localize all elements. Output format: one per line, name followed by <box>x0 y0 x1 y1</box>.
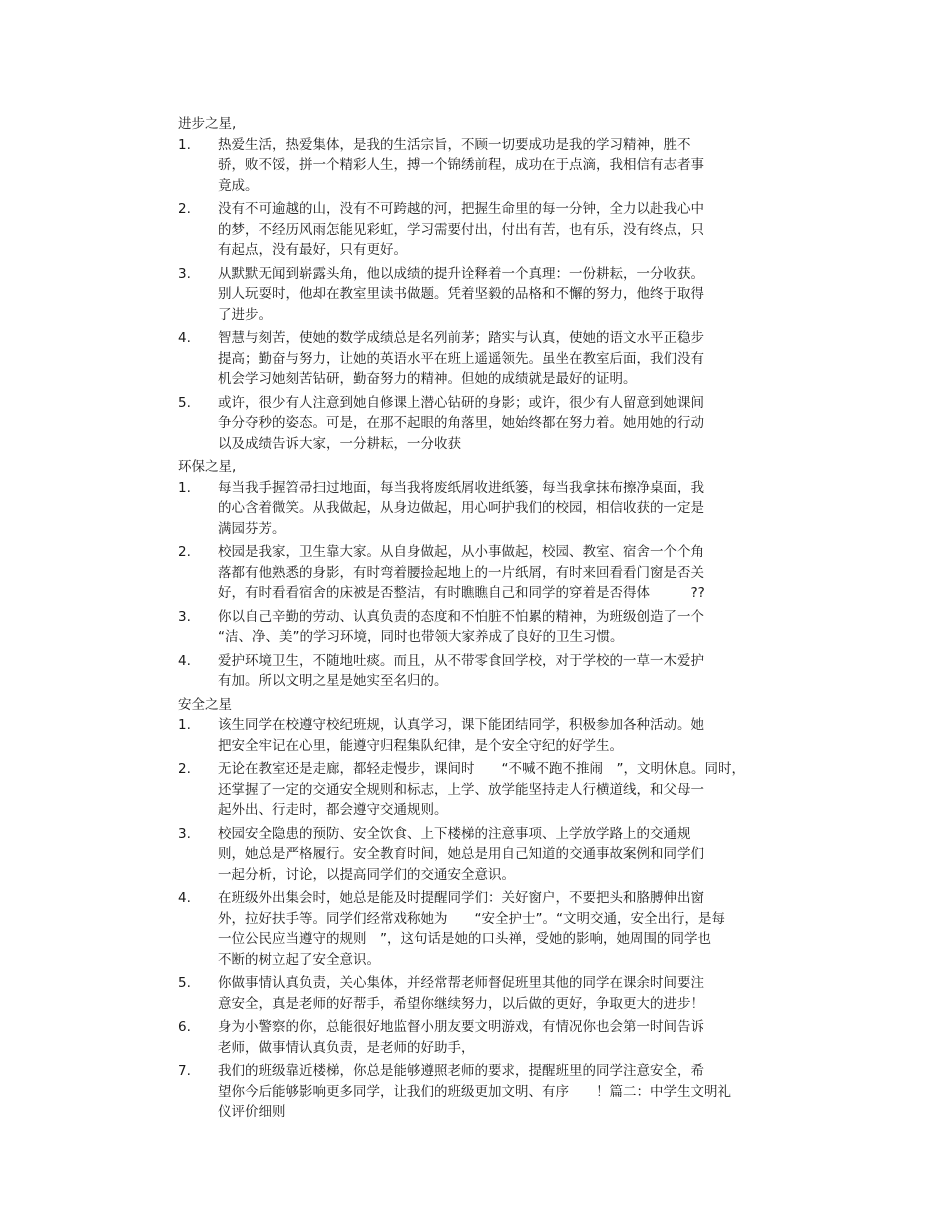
text-line: 或许，很少有人注意到她自修课上潜心钻研的身影；或许，很少有人留意到她课间 <box>218 394 704 411</box>
list-item <box>178 973 788 1014</box>
text-line: 仪评价细则 <box>218 1104 286 1120</box>
text-line: 不断的树立起了安全意识。 <box>218 951 380 968</box>
text-line: 起外出、行走时，都会遵守交通规则。 <box>218 802 448 818</box>
list-item <box>178 759 788 821</box>
list-item-number: 2. <box>178 201 191 217</box>
text-line: 落都有他熟悉的身影，有时弯着腰捡起地上的一片纸屑，有时来回看看门窗是否关 <box>218 564 704 581</box>
text-line: 望你今后能够影响更多同学，让我们的班级更加文明、有序 ！篇二：中学生文明礼 <box>218 1083 731 1100</box>
text-line: 提高；勤奋与努力，让她的英语水平在班上遥遥领先。虽坐在教室后面，我们没有 <box>218 350 704 367</box>
text-line: 老师，做事情认真负责，是老师的好助手， <box>218 1039 475 1056</box>
text-line: 好，有时看看宿舍的床被是否整洁，有时瞧瞧自己和同学的穿着是否得体 ?? <box>218 585 705 601</box>
list-item <box>178 715 788 756</box>
text-line: 每当我手握笤帚扫过地面，每当我将废纸屑收进纸篓，每当我拿抹布擦净桌面，我 <box>218 479 704 496</box>
list-item-text <box>218 328 788 390</box>
list-item <box>178 888 788 970</box>
list-item <box>178 824 788 886</box>
list-item-text <box>218 1061 788 1123</box>
list-item-number: 2. <box>178 761 191 777</box>
text-line: “洁、净、美”的学习环境，同时也带领大家养成了良好的卫生习惯。 <box>218 629 624 645</box>
list-item-text <box>218 759 788 821</box>
list-item-text <box>218 824 788 886</box>
list-item-text <box>218 651 788 692</box>
text-line: 没有不可逾越的山，没有不可跨越的河，把握生命里的每一分钟，全力以赴我心中 <box>218 201 704 217</box>
text-line: 一起分析，讨论，以提高同学们的交通安全意识。 <box>218 866 515 883</box>
section-heading: 安全之星 <box>178 696 232 713</box>
list-item-number: 4. <box>178 890 191 906</box>
text-line: 在班级外出集会时，她总是能及时提醒同学们：关好窗户，不要把头和胳膊伸出窗 <box>218 890 704 906</box>
text-line: 了进步。 <box>218 306 272 323</box>
text-line: 热爱生活，热爱集体，是我的生活宗旨，不顾一切要成功是我的学习精神，胜不 <box>218 136 691 153</box>
text-line: 以及成绩告诉大家，一分耕耘，一分收获 <box>218 435 461 452</box>
list-item-text <box>218 607 788 648</box>
document-body <box>178 114 788 1126</box>
text-line: 满园芬芳。 <box>218 520 286 537</box>
text-line: 争分夺秒的姿态。可是，在那不起眼的角落里，她始终都在努力着。她用她的行动 <box>218 415 704 431</box>
list-item <box>178 328 788 390</box>
list-item <box>178 393 788 455</box>
list-item-number: 6. <box>178 1019 191 1035</box>
text-line: 你以自己辛勤的劳动、认真负责的态度和不怕脏不怕累的精神，为班级创造了一个 <box>218 608 704 625</box>
list-item-number: 3. <box>178 608 191 625</box>
list-item <box>178 478 788 540</box>
list-item-text <box>218 973 788 1014</box>
section-heading: 环保之星, <box>178 459 237 475</box>
text-line: 则，她总是严格履行。安全教育时间，她总是用自己知道的交通事故案例和同学们 <box>218 846 704 862</box>
list-item-text <box>218 1017 788 1058</box>
text-line: 外，拉好扶手等。同学们经常戏称她为 “安全护士”。“文明交通，安全出行，是每 <box>218 910 725 927</box>
list-item-number: 5. <box>178 975 191 991</box>
text-line: 机会学习她刻苦钻研，勤奋努力的精神。但她的成绩就是最好的证明。 <box>218 371 637 387</box>
text-line: 该生同学在校遵守校纪班规，认真学习，课下能团结同学，积极参加各种活动。她 <box>218 717 704 733</box>
list-item <box>178 199 788 261</box>
text-line: 有起点，没有最好，只有更好。 <box>218 242 407 258</box>
list-item-text <box>218 888 788 970</box>
list-item-text <box>218 715 788 756</box>
text-line: 你做事情认真负责，关心集体，并经常帮老师督促班里其他的同学在课余时间要注 <box>218 975 704 991</box>
list-item <box>178 607 788 648</box>
text-line: 我们的班级靠近楼梯，你总是能够遵照老师的要求，提醒班里的同学注意安全，希 <box>218 1063 704 1079</box>
list-item-number: 1. <box>178 136 191 153</box>
list-item-number: 7. <box>178 1063 191 1079</box>
list-item-number: 4. <box>178 330 191 346</box>
text-line: 从默默无闻到崭露头角，他以成绩的提升诠释着一个真理：一份耕耘，一分收获。 <box>218 265 704 282</box>
section-heading: 进步之星, <box>178 116 237 132</box>
text-line: 把安全牢记在心里，能遵守归程集队纪律，是个安全守纪的好学生。 <box>218 737 623 754</box>
list-item-number: 2. <box>178 544 191 560</box>
list-item <box>178 264 788 326</box>
text-line: 竟成。 <box>218 177 259 194</box>
text-line: 身为小警察的你，总能很好地监督小朋友要文明游戏，有情况你也会第一时间告诉 <box>218 1019 704 1035</box>
text-line: 一位公民应当遵守的规则 ”，这句话是她的口头禅，受她的影响，她周围的同学也 <box>218 931 711 947</box>
text-line: 还掌握了一定的交通安全规则和标志，上学、放学能坚持走人行横道线，和父母一 <box>218 781 704 798</box>
text-line: 校园安全隐患的预防、安全饮食、上下楼梯的注意事项、上学放学路上的交通规 <box>218 825 691 842</box>
text-line: 有加。所以文明之星是她实至名归的。 <box>218 673 448 689</box>
text-line: 意安全，真是老师的好帮手，希望你继续努力，以后做的更好，争取更大的进步！ <box>218 995 704 1012</box>
text-line: 无论在教室还是走廊，都轻走慢步，课间时 “不喊不跑不推闹 ”，文明休息。同时， <box>218 761 745 777</box>
list-item-text <box>218 135 788 197</box>
list-item-text <box>218 264 788 326</box>
text-line: 智慧与刻苦，使她的数学成绩总是名列前茅；踏实与认真，使她的语文水平正稳步 <box>218 330 704 346</box>
text-line: 别人玩耍时，他却在教室里读书做题。凭着坚毅的品格和不懈的努力，他终于取得 <box>218 286 704 302</box>
list-item-text <box>218 542 788 604</box>
list-item <box>178 1061 788 1123</box>
list-item-number: 5. <box>178 394 191 411</box>
list-item-text <box>218 199 788 261</box>
list-item <box>178 1017 788 1058</box>
text-line: 的梦，不经历风雨怎能见彩虹，学习需要付出，付出有苦，也有乐，没有终点，只 <box>218 221 704 238</box>
text-line: 骄，败不馁，拼一个精彩人生，搏一个锦绣前程，成功在于点滴，我相信有志者事 <box>218 157 704 173</box>
list-item <box>178 135 788 197</box>
list-item-number: 1. <box>178 717 191 733</box>
list-item-number: 4. <box>178 652 191 669</box>
list-item-number: 3. <box>178 825 191 842</box>
text-line: 校园是我家，卫生靠大家。从自身做起，从小事做起，校园、教室、宿舍一个个角 <box>218 544 704 560</box>
list-item-number: 1. <box>178 479 191 496</box>
text-line: 爱护环境卫生，不随地吐痰。而且，从不带零食回学校，对于学校的一草一木爱护 <box>218 652 704 669</box>
list-item-number: 3. <box>178 265 191 282</box>
list-item <box>178 542 788 604</box>
list-item-text <box>218 393 788 455</box>
list-item-text <box>218 478 788 540</box>
list-item <box>178 651 788 692</box>
text-line: 的心含着微笑。从我做起，从身边做起，用心呵护我们的校园，相信收获的一定是 <box>218 500 704 516</box>
